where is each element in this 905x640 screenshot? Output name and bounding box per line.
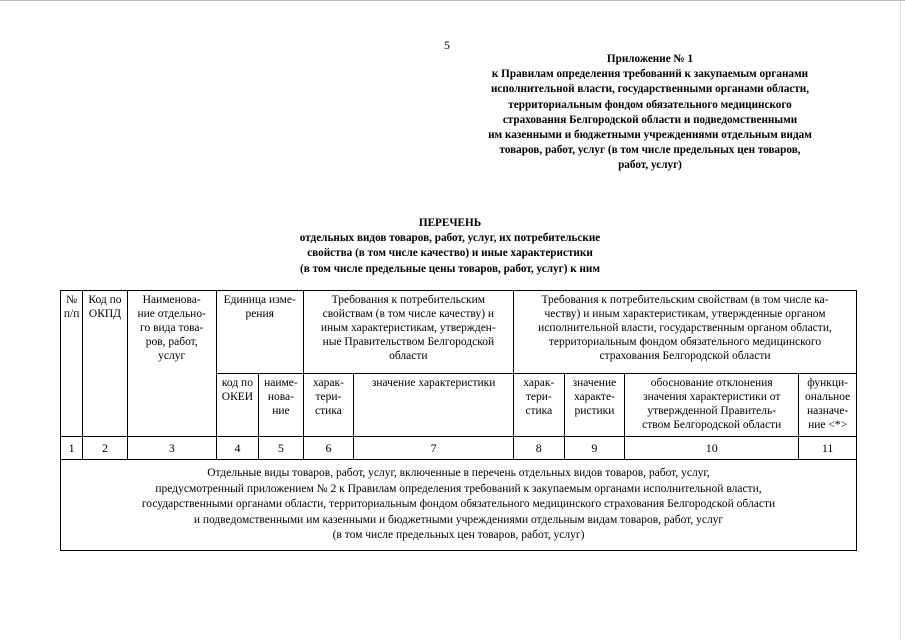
- col-okpd-header: Код по ОКПД: [83, 291, 127, 437]
- title-line: свойства (в том числе качество) и иные характеристики: [307, 247, 593, 260]
- annex-line: им казенными и бюджетными учреждениями отдельным видам: [488, 129, 812, 142]
- column-number: 3: [127, 437, 216, 460]
- col-purpose-header: функци- ональное назначе- ние <*>: [799, 374, 857, 437]
- column-number: 11: [799, 437, 857, 460]
- annex-header: [455, 52, 845, 174]
- col-org-requirements-header: Требования к потребительским свойствам (в том числе ка- честву) и иным характеристикам, утвержденные органом исполнительной власти, государственным органом области, территориальным фондом обязательного медицинского страхования Белгородской области: [514, 291, 857, 374]
- annex-line: к Правилам определения требований к закупаемым органами: [491, 68, 809, 81]
- col-org-value-header: значение характе- ристики: [564, 374, 625, 437]
- page-number: 5: [444, 38, 450, 52]
- column-number: 2: [83, 437, 127, 460]
- column-number: 4: [216, 437, 258, 460]
- column-numbers-row: [61, 437, 857, 460]
- column-number: 10: [625, 437, 799, 460]
- col-gov-value-header: значение характеристики: [354, 374, 514, 437]
- column-number: 9: [564, 437, 625, 460]
- col-gov-characteristic-header: харак- тери- стика: [303, 374, 354, 437]
- column-number: 5: [259, 437, 303, 460]
- annex-line: Приложение № 1: [606, 53, 694, 65]
- col-deviation-header: обоснование отклонения значения характеристики от утвержденной Правитель- ством Белгородской области: [625, 374, 799, 437]
- title-line: отдельных видов товаров, работ, услуг, их потребительские: [299, 232, 601, 245]
- page-right-edge: [900, 0, 901, 640]
- col-unit-name-header: наиме- нова- ние: [259, 374, 303, 437]
- annex-line: работ, услуг): [618, 159, 682, 172]
- annex-line: исполнительной власти, государственными органами области,: [490, 83, 810, 96]
- col-unit-header: Единица изме- рения: [216, 291, 303, 374]
- col-okei-code-header: код по ОКЕИ: [216, 374, 258, 437]
- col-org-characteristic-header: харак- тери- стика: [514, 374, 565, 437]
- col-gov-requirements-header: Требования к потребительским свойствам (в том числе качеству) и иным характеристикам, утвержден- ные Правительством Белгородской области: [303, 291, 513, 374]
- annex-line: страхования Белгородской области и подведомственными: [502, 113, 798, 126]
- column-number: 1: [61, 437, 83, 460]
- title-line: ПЕРЕЧЕНЬ: [418, 217, 482, 229]
- section-row: [61, 460, 857, 551]
- column-number: 8: [514, 437, 565, 460]
- page-top-edge: [0, 0, 905, 1]
- column-number: 6: [303, 437, 354, 460]
- document-title: [190, 216, 710, 277]
- col-name-header: Наименова- ние отдельно- го вида това- ров, работ, услуг: [127, 291, 216, 437]
- requirements-table: [60, 290, 857, 551]
- section-description: Отдельные виды товаров, работ, услуг, включенные в перечень отдельных видов товаров, работ, услуг, предусмотренный приложением № 2 к Правилам определения требований к закупаемым органами исполнительной власти, государственными органами области, территориальным фондом обязательного медицинского страхования Белгородской области и подведомственными им казенными и бюджетными учреждениями отдельным видам товаров, работ, услуг (в том числе предельных цен товаров, работ, услуг): [61, 460, 857, 551]
- col-num-header: № п/п: [61, 291, 83, 437]
- title-line: (в том числе предельные цены товаров, работ, услуг) к ним: [300, 262, 600, 275]
- column-number: 7: [354, 437, 514, 460]
- annex-line: территориальным фондом обязательного медицинского: [508, 98, 792, 111]
- annex-line: товаров, работ, услуг (в том числе предельных цен товаров,: [499, 144, 801, 157]
- header-row-top: [61, 291, 857, 374]
